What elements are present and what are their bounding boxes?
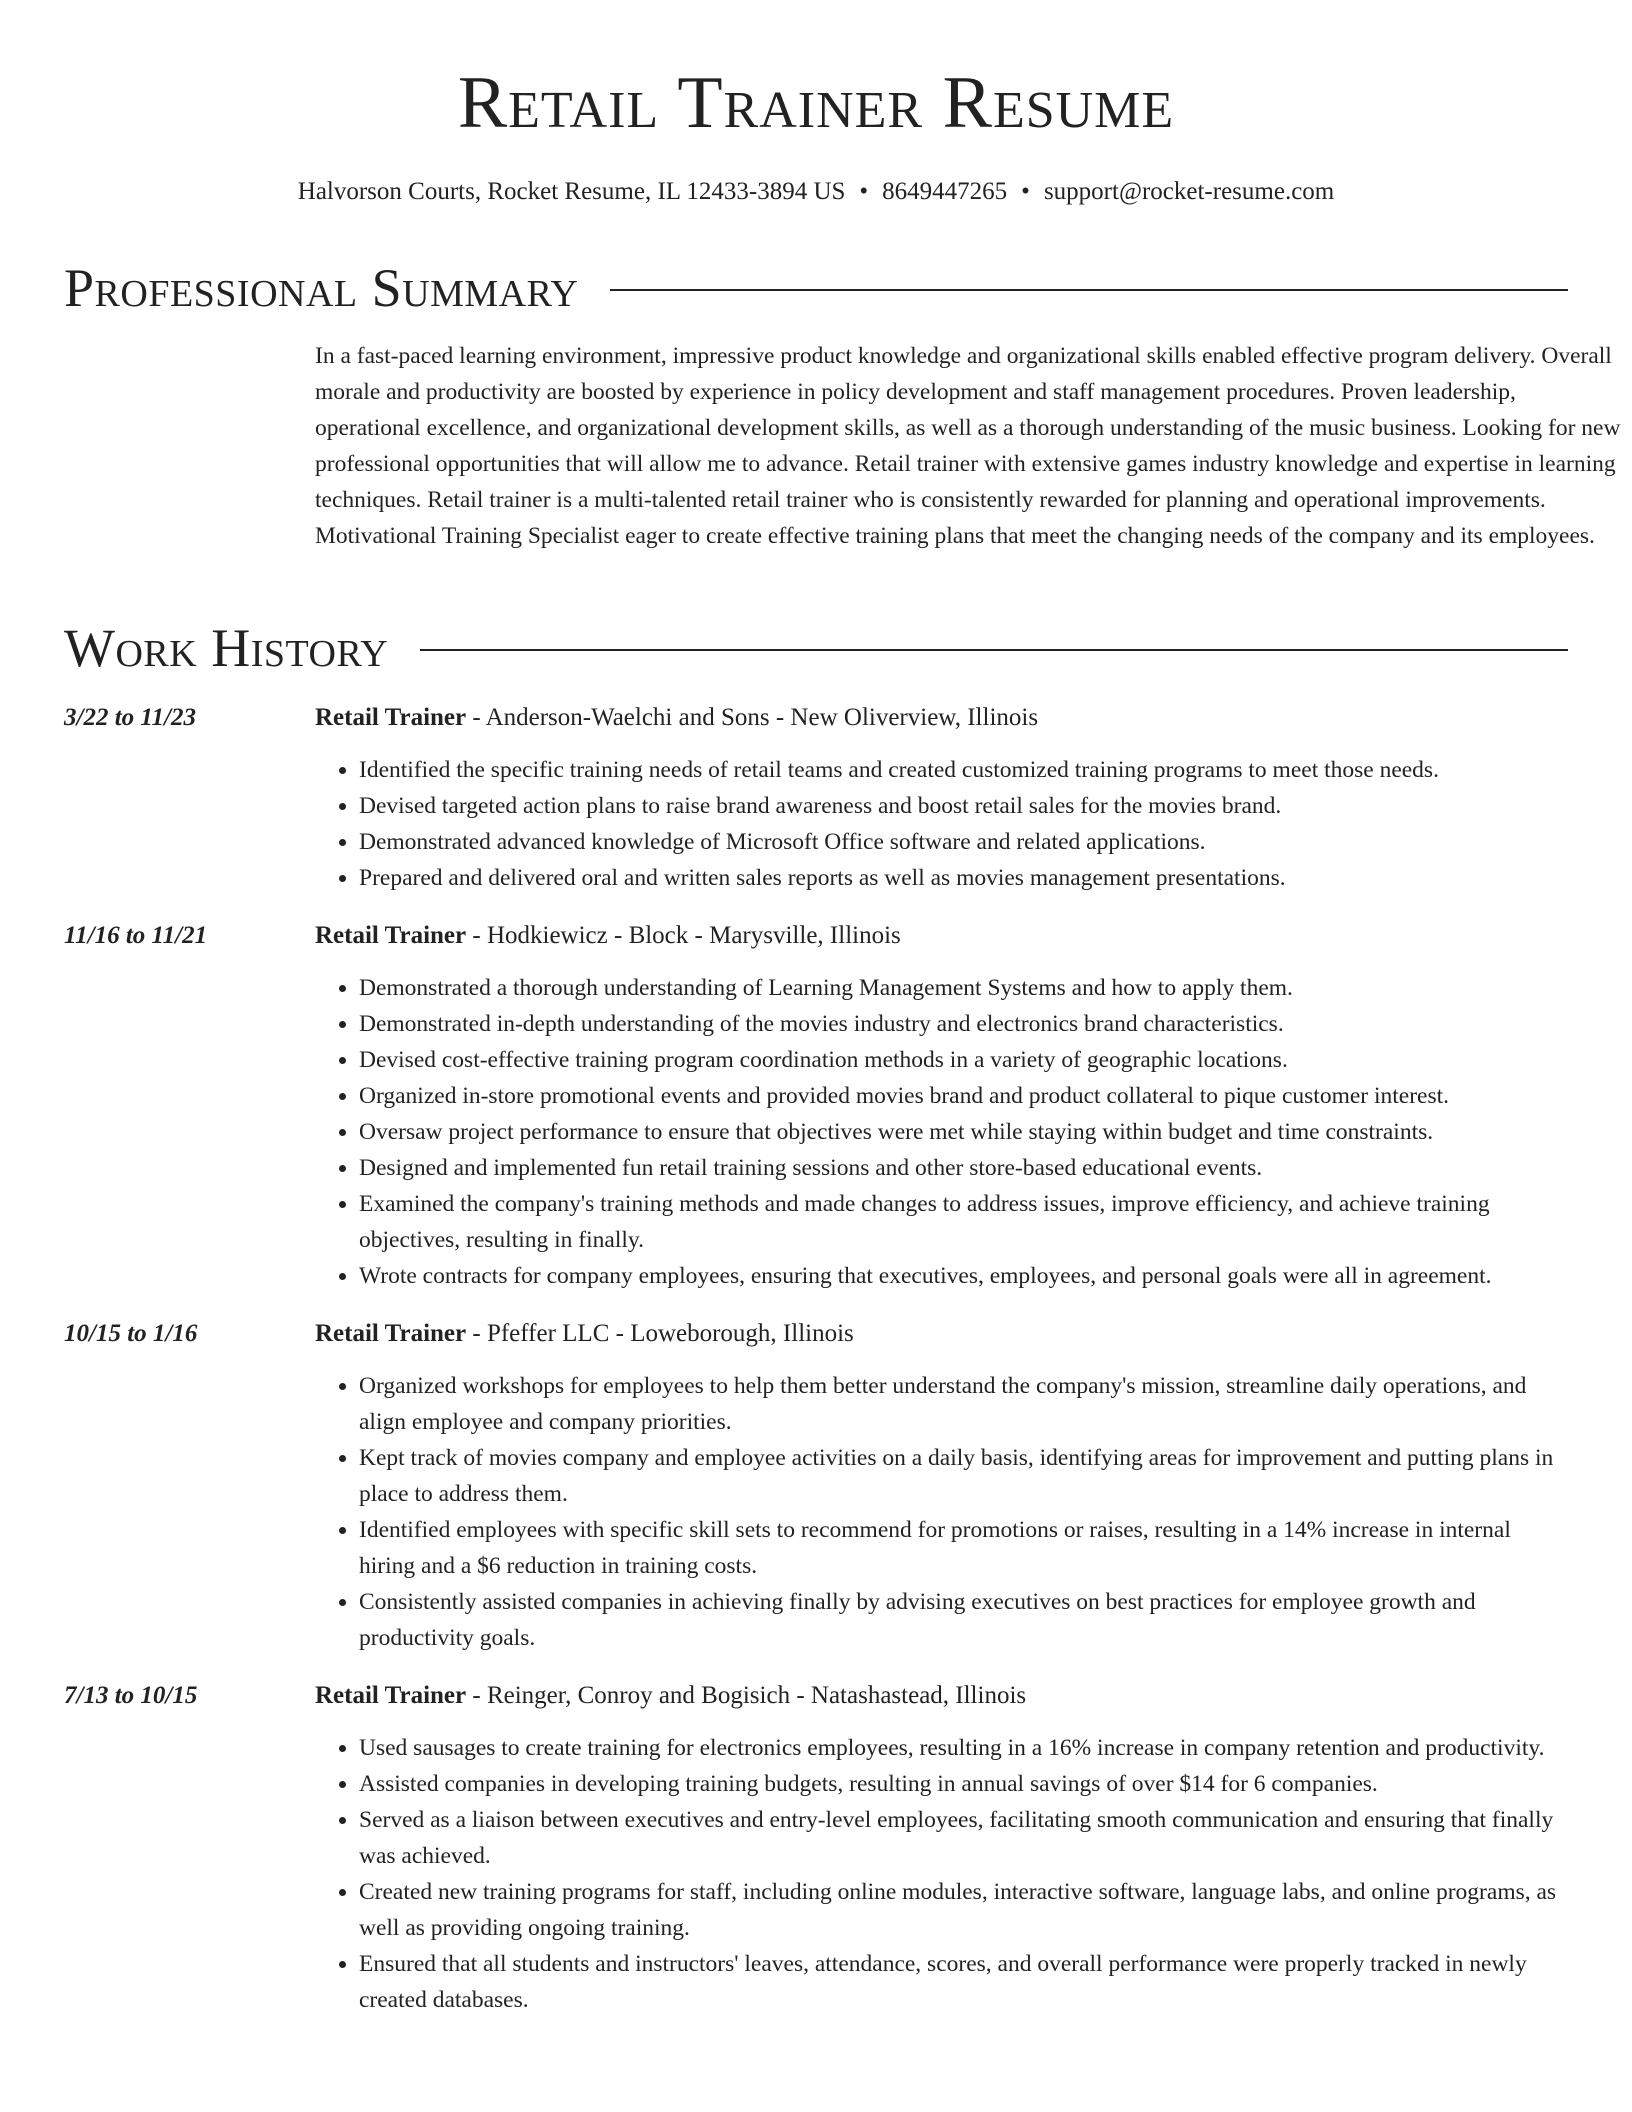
job-bullet: • Used sausages to create training for electronics employees, resulting in a 16% increase in company retention and productivity. (359, 1730, 1568, 1766)
job-heading (315, 1678, 1568, 1714)
job-bullet: • Ensured that all students and instructors' leaves, attendance, scores, and overall performance were properly tracked in newly created databases. (359, 1946, 1568, 2018)
job-entry (64, 700, 1568, 896)
job-bullet-list (315, 970, 1568, 1294)
job-role: Retail Trainer (315, 1682, 467, 1709)
job-body (315, 700, 1568, 896)
job-bullet: • Kept track of movies company and employee activities on a daily basis, identifying areas for improvement and putting plans in place to address them. (359, 1440, 1568, 1512)
job-employer-location: - Hodkiewicz - Block - Marysville, Illinois (466, 922, 901, 949)
job-body (315, 918, 1568, 1294)
resume-title: Retail Trainer Resume (457, 62, 1175, 144)
contact-email: support@rocket-resume.com (1043, 178, 1335, 205)
contact-address: Halvorson Courts, Rocket Resume, IL 12433-3894 US (297, 178, 846, 205)
work-history-section-heading (64, 616, 1568, 680)
summary-text: In a fast-paced learning environment, impressive product knowledge and organizational skills enabled effective program delivery. Overall morale and productivity are boosted by experience in policy development and staff management procedures. Proven leadership, operational excellence, and organizational development skills, as well as a thorough understanding of the music business. Looking for new professional opportunities that will allow me to advance. Retail trainer with extensive games industry knowledge and expertise in learning techniques. Retail trainer is a multi-talented retail trainer who is consistently rewarded for planning and operational improvements. Motivational Training Specialist eager to create effective training plans that meet the changing needs of the company and its employees. (315, 343, 1621, 549)
contact-separator: • (859, 178, 869, 205)
job-bullet: • Served as a liaison between executives and entry-level employees, facilitating smooth communication and ensuring that finally was achieved. (359, 1802, 1568, 1874)
job-bullet: • Identified the specific training needs of retail teams and created customized training programs to meet those needs. (359, 752, 1568, 788)
job-bullet: • Designed and implemented fun retail training sessions and other store-based educational events. (359, 1150, 1568, 1186)
work-history-heading: Work History (64, 618, 389, 678)
job-bullet-list (315, 1730, 1568, 2018)
summary-section-heading (64, 256, 1568, 320)
contact-phone: 8649447265 (882, 178, 1008, 205)
job-entry (64, 918, 1568, 1294)
job-bullet: • Examined the company's training methods and made changes to address issues, improve efficiency, and achieve training objectives, resulting in finally. (359, 1186, 1568, 1258)
job-employer-location: - Reinger, Conroy and Bogisich - Natashastead, Illinois (466, 1682, 1027, 1709)
job-bullet: • Consistently assisted companies in achieving finally by advising executives on best practices for employee growth and productivity goals. (359, 1584, 1568, 1656)
job-bullet: • Organized workshops for employees to help them better understand the company's mission, streamline daily operations, and align employee and company priorities. (359, 1368, 1568, 1440)
job-bullet: • Organized in-store promotional events and provided movies brand and product collateral to pique customer interest. (359, 1078, 1568, 1114)
job-bullet-list (315, 752, 1568, 896)
job-bullet: • Demonstrated in-depth understanding of the movies industry and electronics brand characteristics. (359, 1006, 1568, 1042)
job-list (64, 700, 1568, 2040)
job-bullet: • Devised cost-effective training program coordination methods in a variety of geographic locations. (359, 1042, 1568, 1078)
job-bullet: • Devised targeted action plans to raise brand awareness and boost retail sales for the movies brand. (359, 788, 1568, 824)
job-body (315, 1678, 1568, 2018)
job-dates: 7/13 to 10/15 (64, 1682, 198, 1709)
job-bullet: • Created new training programs for staff, including online modules, interactive software, language labs, and online programs, as well as providing ongoing training. (359, 1874, 1568, 1946)
job-dates: 10/15 to 1/16 (64, 1320, 198, 1347)
job-bullet: • Identified employees with specific skill sets to recommend for promotions or raises, resulting in a 14% increase in internal hiring and a $6 reduction in training costs. (359, 1512, 1568, 1584)
job-heading (315, 918, 1568, 954)
section-rule (420, 649, 1568, 651)
job-role: Retail Trainer (315, 704, 467, 731)
contact-separator: • (1021, 178, 1030, 205)
job-entry (64, 1316, 1568, 1656)
job-heading (315, 1316, 1568, 1352)
job-dates: 3/22 to 11/23 (64, 704, 196, 731)
contact-line (64, 175, 1568, 209)
job-role: Retail Trainer (315, 922, 467, 949)
job-role: Retail Trainer (315, 1320, 467, 1347)
job-entry (64, 1678, 1568, 2018)
job-dates: 11/16 to 11/21 (64, 922, 208, 949)
job-bullet-list (315, 1368, 1568, 1656)
job-bullet: • Prepared and delivered oral and written sales reports as well as movies management presentations. (359, 860, 1568, 896)
job-body (315, 1316, 1568, 1656)
job-bullet: • Demonstrated a thorough understanding of Learning Management Systems and how to apply them. (359, 970, 1568, 1006)
summary-heading: Professional Summary (64, 258, 579, 318)
job-bullet: • Wrote contracts for company employees, ensuring that executives, employees, and personal goals were all in agreement. (359, 1258, 1568, 1294)
job-heading (315, 700, 1568, 736)
job-bullet: • Demonstrated advanced knowledge of Microsoft Office software and related applications. (359, 824, 1568, 860)
section-rule (610, 289, 1568, 291)
job-bullet: • Assisted companies in developing training budgets, resulting in annual savings of over $14 for 6 companies. (359, 1766, 1568, 1802)
job-bullet: • Oversaw project performance to ensure that objectives were met while staying within budget and time constraints. (359, 1114, 1568, 1150)
job-employer-location: - Anderson-Waelchi and Sons - New Oliverview, Illinois (466, 704, 1039, 731)
job-employer-location: - Pfeffer LLC - Loweborough, Illinois (466, 1320, 854, 1347)
